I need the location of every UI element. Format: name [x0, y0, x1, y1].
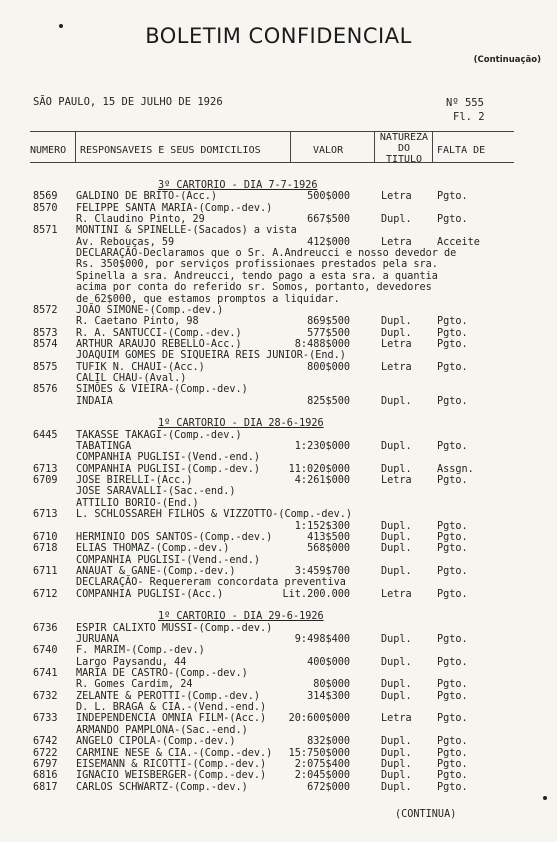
entry-name: ESPIR CALIXTO MUSSI-(Comp.-dev.) — [76, 622, 273, 634]
entry-number: 6710 — [33, 531, 58, 543]
entry-reason: Pgto. — [437, 191, 468, 203]
entry-title-type: Letra — [381, 713, 412, 725]
entry-reason: Pgto. — [437, 713, 468, 725]
entry-name: JOSE SARAVALLI-(Sac.-end.) — [76, 486, 236, 498]
entry-title-type: Dupl. — [381, 781, 412, 793]
table-row — [0, 475, 557, 486]
entry-value: 413$500 — [307, 531, 350, 543]
table-row — [0, 237, 557, 248]
entry-name: ATTILIO BORIO-(End.) — [76, 497, 199, 509]
entry-number: 6713 — [33, 509, 58, 521]
entry-title-type: Dupl. — [381, 520, 412, 532]
table-row — [0, 713, 557, 724]
entry-value: 869$500 — [307, 316, 350, 328]
entry-reason: Pgto. — [437, 327, 468, 339]
entry-reason: Pgto. — [437, 531, 468, 543]
entry-value: 568$000 — [307, 543, 350, 555]
ink-spot — [543, 796, 547, 800]
table-row — [0, 691, 557, 702]
entry-value: 3:459$700 — [294, 565, 350, 577]
table-row — [0, 441, 557, 452]
entry-name: COMPANHIA PUGLISI-(Acc.) — [76, 588, 224, 600]
table-row — [0, 339, 557, 350]
table-row — [0, 634, 557, 645]
table-row — [0, 600, 557, 611]
entry-name: 1º CARTORIO - DIA 29-6-1926 — [158, 611, 324, 623]
ink-spot — [59, 24, 63, 28]
entry-number: 6445 — [33, 429, 58, 441]
entry-number: 6736 — [33, 622, 58, 634]
entry-number: 6733 — [33, 713, 58, 725]
entry-reason: Pgto. — [437, 361, 468, 373]
entry-title-type: Dupl. — [381, 463, 412, 475]
entry-name: GALDINO DE BRITO-(Acc.) — [76, 191, 218, 203]
entry-number: 8575 — [33, 361, 58, 373]
entry-title-type: Letra — [381, 475, 412, 487]
entry-number: 8570 — [33, 202, 58, 214]
entry-reason: Assgn. — [437, 463, 474, 475]
table-row — [0, 282, 557, 293]
entry-value: Lit.200.000 — [282, 588, 350, 600]
entry-name: Spinella a sra. Andreucci, tendo pago a esta sra. a quantia — [76, 270, 438, 282]
table-row — [0, 362, 557, 373]
col-header-falta: FALTA DE — [437, 145, 486, 156]
entry-title-type: Dupl. — [381, 758, 412, 770]
entry-reason: Pgto. — [437, 441, 468, 453]
entry-reason: Pgto. — [437, 634, 468, 645]
entry-reason: Pgto. — [437, 316, 468, 328]
entry-value: 1:230$000 — [294, 441, 350, 453]
entry-value: 20:600$000 — [288, 713, 350, 725]
entry-name: JURUANA — [76, 634, 119, 645]
entry-reason: Pgto. — [437, 781, 468, 793]
entry-reason: Pgto. — [437, 214, 468, 226]
table-row — [0, 725, 557, 736]
entry-number: 8569 — [33, 191, 58, 203]
entry-number: 6722 — [33, 747, 58, 759]
entry-name: ARTHUR ARAUJO REBELLO-Acc.) — [76, 338, 242, 350]
document-title: BOLETIM CONFIDENCIAL — [145, 24, 412, 48]
table-row — [0, 555, 557, 566]
entry-name: COMPANHIA PUGLISI-(Vend.-end.) — [76, 452, 261, 464]
entry-name: JOÃO SIMONE-(Comp.-dev.) — [76, 304, 224, 316]
entry-value: 80$000 — [313, 679, 350, 691]
col-divider — [374, 131, 375, 162]
table-row — [0, 509, 557, 520]
entry-name: Rs. 350$000, por serviços profissionaes prestados pela sra. — [76, 259, 438, 271]
table-row — [0, 657, 557, 668]
table-row — [0, 748, 557, 759]
entry-name: DECLARAÇÃO- Requereram concordata preventiva — [76, 577, 346, 589]
entry-name: MONTINI & SPINELLE-(Sacados) a vista — [76, 225, 297, 237]
table-row — [0, 225, 557, 236]
sheet-number: Fl. 2 — [453, 111, 485, 123]
entry-reason: Acceite — [437, 236, 480, 248]
entry-title-type: Dupl. — [381, 634, 412, 645]
col-divider — [290, 131, 291, 162]
entry-title-type: Dupl. — [381, 441, 412, 453]
entry-name: SIMÕES & VIEIRA-(Comp.-dev.) — [76, 384, 248, 396]
entry-name: COMPANHIA PUGLISI-(Vend.-end.) — [76, 554, 261, 566]
table-row — [0, 645, 557, 656]
entry-value: 8:488$000 — [294, 338, 350, 350]
entry-number: 6816 — [33, 770, 58, 782]
entry-name: IGNACIO WEISBERGER-(Comp.-dev.) — [76, 770, 267, 782]
entry-value: 4:261$000 — [294, 475, 350, 487]
col-divider — [432, 131, 433, 162]
col-header-numero: NUMERO — [30, 145, 67, 156]
entry-name: Av. Rebouças, 59 — [76, 236, 175, 248]
table-row — [0, 521, 557, 532]
entry-number: 8573 — [33, 327, 58, 339]
entry-name: acima por conta do referido sr. Somos, portanto, devedores — [76, 282, 432, 294]
continua-footer: (CONTINUA) — [395, 809, 457, 820]
entry-number: 6741 — [33, 668, 58, 680]
table-row — [0, 611, 557, 622]
table-row — [0, 180, 557, 191]
entry-name: ZELANTE & PEROTTI-(Comp.-dev.) — [76, 690, 261, 702]
entry-value: 500$000 — [307, 191, 350, 203]
table-row — [0, 373, 557, 384]
entry-reason: Pgto. — [437, 588, 468, 600]
entry-name: de 62$000, que estamos promptos a liquidar. — [76, 293, 340, 305]
entry-name: R. A. SANTUCCI-(Comp.-dev.) — [76, 327, 242, 339]
entry-reason: Pgto. — [437, 679, 468, 691]
entry-name: R. Gomes Cardim, 24 — [76, 679, 193, 691]
table-row — [0, 271, 557, 282]
entry-title-type: Dupl. — [381, 690, 412, 702]
table-row — [0, 589, 557, 600]
entry-value: 1:152$300 — [294, 520, 350, 532]
table-row — [0, 259, 557, 270]
entry-name: MARIA DE CASTRO-(Comp.-dev.) — [76, 668, 248, 680]
table-row — [0, 248, 557, 259]
table-row — [0, 782, 557, 793]
entry-number: 6742 — [33, 736, 58, 748]
entry-value: 15:750$000 — [288, 747, 350, 759]
entry-title-type: Letra — [381, 338, 412, 350]
entry-number: 8576 — [33, 384, 58, 396]
entry-title-type: Dupl. — [381, 736, 412, 748]
table-row — [0, 702, 557, 713]
entry-name: F. MARIM-(Comp.-dev.) — [76, 645, 205, 657]
entry-reason: Pgto. — [437, 656, 468, 668]
entry-name: INDAIA — [76, 395, 113, 407]
entry-title-type: Dupl. — [381, 770, 412, 782]
entry-number: 6711 — [33, 565, 58, 577]
entry-title-type: Letra — [381, 361, 412, 373]
entry-value: 400$000 — [307, 656, 350, 668]
entry-value: 2:075$400 — [294, 758, 350, 770]
entry-value: 800$000 — [307, 361, 350, 373]
table-row — [0, 396, 557, 407]
col-header-valor: VALOR — [313, 145, 344, 156]
entry-name: TAKASSE TAKAGI-(Comp.-dev.) — [76, 429, 242, 441]
entry-number: 6712 — [33, 588, 58, 600]
entry-name: CALIL CHAU-(Aval.) — [76, 372, 187, 384]
place-date: SÃO PAULO, 15 DE JULHO DE 1926 — [33, 96, 223, 108]
entry-title-type: Dupl. — [381, 747, 412, 759]
table-row — [0, 191, 557, 202]
table-row — [0, 328, 557, 339]
entry-name: JOSE BIRELLI-(Acc.) — [76, 475, 193, 487]
entry-name: TABATINGA — [76, 441, 132, 453]
table-row — [0, 350, 557, 361]
bulletin-number-block — [446, 96, 485, 124]
entry-name: ANGELO CIPOLA-(Comp.-dev.) — [76, 736, 236, 748]
table-row — [0, 679, 557, 690]
table-row — [0, 294, 557, 305]
table-row — [0, 759, 557, 770]
table-row — [0, 305, 557, 316]
entry-title-type: Dupl. — [381, 327, 412, 339]
entry-title-type: Dupl. — [381, 543, 412, 555]
table-top-rule — [30, 131, 514, 132]
table-row — [0, 498, 557, 509]
table-row — [0, 543, 557, 554]
entry-value: 412$000 — [307, 236, 350, 248]
table-row — [0, 407, 557, 418]
entry-name: D. L. BRAGA & CIA.-(Vend.-end.) — [76, 702, 267, 714]
entry-reason: Pgto. — [437, 770, 468, 782]
col-divider — [75, 131, 76, 162]
entry-title-type: Dupl. — [381, 395, 412, 407]
entry-name: TUFIK N. CHAUI-(Acc.) — [76, 361, 205, 373]
table-row — [0, 418, 557, 429]
entry-reason: Pgto. — [437, 690, 468, 702]
col-header-natureza: NATUREZA DO TITULO — [379, 132, 429, 165]
col-header-responsaveis: RESPONSAVEIS E SEUS DOMICILIOS — [80, 145, 261, 156]
entry-title-type: Dupl. — [381, 679, 412, 691]
entry-reason: Pgto. — [437, 395, 468, 407]
entry-name: ANAUAT & GANE-(Comp.-dev.) — [76, 565, 236, 577]
table-row — [0, 486, 557, 497]
entry-title-type: Dupl. — [381, 214, 412, 226]
table-row — [0, 203, 557, 214]
entry-name: CARLOS SCHWARTZ-(Comp.-dev.) — [76, 781, 248, 793]
entry-title-type: Dupl. — [381, 656, 412, 668]
entry-name: R. Caetano Pinto, 98 — [76, 316, 199, 328]
entry-number: 6817 — [33, 781, 58, 793]
entry-name: HERMINIO DOS SANTOS-(Comp.-dev.) — [76, 531, 273, 543]
table-row — [0, 214, 557, 225]
entry-name: ELIAS THOMAZ-(Comp.-dev.) — [76, 543, 230, 555]
table-row — [0, 316, 557, 327]
table-row — [0, 577, 557, 588]
entry-name: COMPANHIA PUGLISI-(Comp.-dev.) — [76, 463, 261, 475]
table-row — [0, 566, 557, 577]
entry-reason: Pgto. — [437, 747, 468, 759]
entry-number: 6709 — [33, 475, 58, 487]
entry-name: 3º CARTORIO - DIA 7-7-1926 — [158, 180, 318, 191]
entry-title-type: Letra — [381, 191, 412, 203]
table-row — [0, 384, 557, 395]
entry-value: 577$500 — [307, 327, 350, 339]
entry-title-type: Dupl. — [381, 565, 412, 577]
entry-value: 667$500 — [307, 214, 350, 226]
table-row — [0, 452, 557, 463]
entry-number: 6797 — [33, 758, 58, 770]
entry-name: INDEPENDENCIA OMNIA FILM-(Acc.) — [76, 713, 267, 725]
entry-value: 825$500 — [307, 395, 350, 407]
entry-reason: Pgto. — [437, 338, 468, 350]
entry-title-type: Dupl. — [381, 316, 412, 328]
entry-number: 6740 — [33, 645, 58, 657]
entry-name: EISEMANN & RICOTTI-(Comp.-dev.) — [76, 758, 267, 770]
entry-value: 2:045$000 — [294, 770, 350, 782]
table-row — [0, 668, 557, 679]
entry-value: 11:020$000 — [288, 463, 350, 475]
entry-number: 6713 — [33, 463, 58, 475]
entry-number: 6718 — [33, 543, 58, 555]
entry-name: CARMINE NESE & CIA.-(Comp.-dev.) — [76, 747, 273, 759]
table-row — [0, 623, 557, 634]
entry-name: ARMANDO PAMPLONA-(Sac.-end.) — [76, 724, 248, 736]
table-row — [0, 736, 557, 747]
entry-name: FELIPPE SANTA MARIA-(Comp.-dev.) — [76, 202, 273, 214]
table-row — [0, 464, 557, 475]
entry-name: JOAQUIM GOMES DE SIQUEIRA REIS JUNIOR-(End.) — [76, 350, 346, 362]
continuation-label: (Continuação) — [473, 55, 541, 65]
entry-value: 672$000 — [307, 781, 350, 793]
entry-name: DECLARAÇÃO-Declaramos que o Sr. A.Andreucci e nosso devedor de — [76, 248, 457, 260]
entry-reason: Pgto. — [437, 520, 468, 532]
entry-number: 8572 — [33, 304, 58, 316]
entry-name: Largo Paysandu, 44 — [76, 656, 187, 668]
entry-title-type: Letra — [381, 236, 412, 248]
entry-number: 8571 — [33, 225, 58, 237]
entry-number: 6732 — [33, 690, 58, 702]
entry-value: 832$000 — [307, 736, 350, 748]
entry-name: L. SCHLOSSAREH FILHOS & VIZZOTTO-(Comp.-dev.) — [76, 509, 353, 521]
entry-reason: Pgto. — [437, 758, 468, 770]
entry-title-type: Letra — [381, 588, 412, 600]
entry-reason: Pgto. — [437, 475, 468, 487]
entry-reason: Pgto. — [437, 736, 468, 748]
entry-name: R. Claudino Pinto, 29 — [76, 214, 205, 226]
table-header-rule — [30, 162, 514, 163]
table-row — [0, 770, 557, 781]
entry-reason: Pgto. — [437, 543, 468, 555]
entry-title-type: Dupl. — [381, 531, 412, 543]
entry-name: 1º CARTORIO - DIA 28-6-1926 — [158, 418, 324, 430]
table-row — [0, 532, 557, 543]
entry-value: 314$300 — [307, 690, 350, 702]
entry-reason: Pgto. — [437, 565, 468, 577]
entry-number: 8574 — [33, 338, 58, 350]
bulletin-number: Nº 555 — [446, 97, 484, 109]
entry-value: 9:498$400 — [294, 634, 350, 645]
table-row — [0, 430, 557, 441]
